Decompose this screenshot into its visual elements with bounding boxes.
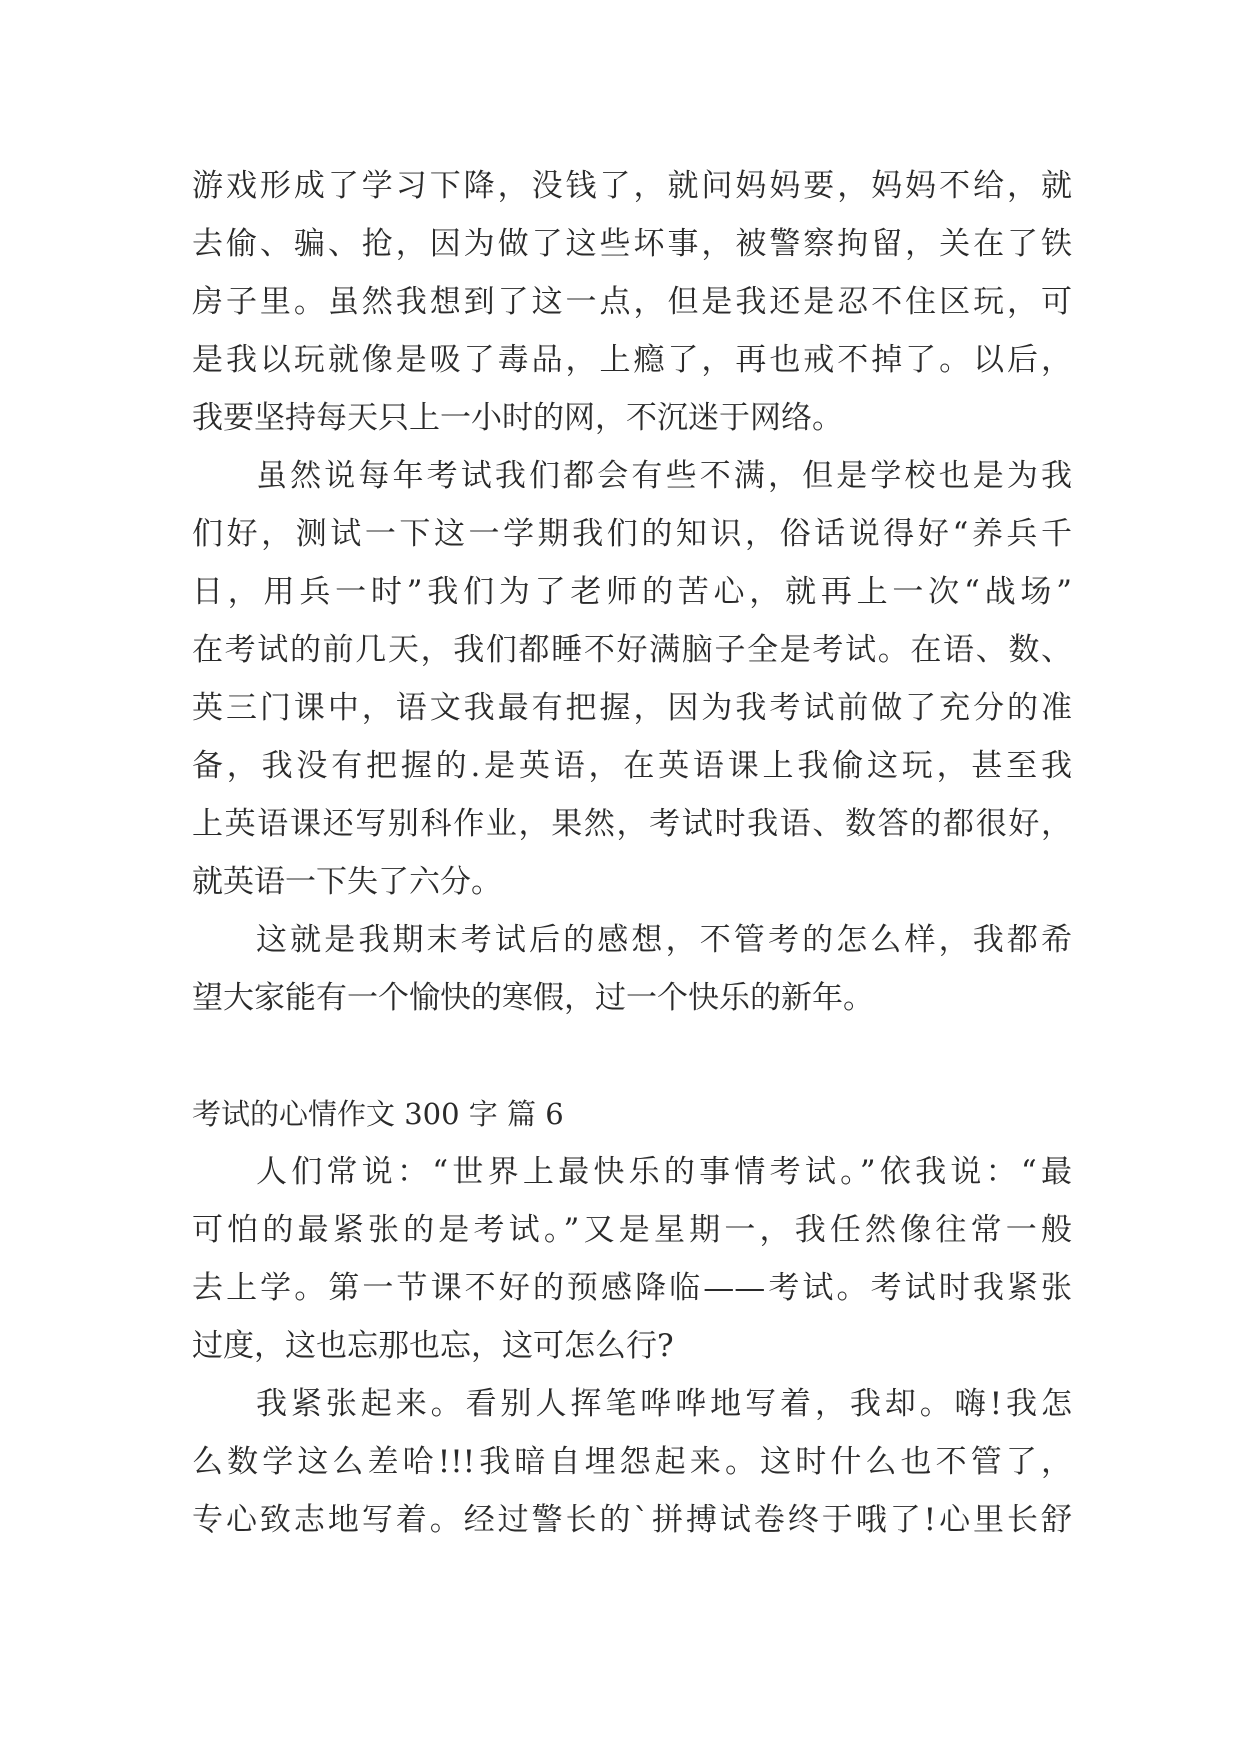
paragraph-line: 在考试的前几天，我们都睡不好满脑子全是考试。在语、数、 xyxy=(192,632,1072,668)
paragraph-line: 专心致志地写着。经过警长的`拼搏试卷终于哦了!心里长舒 xyxy=(192,1502,1072,1538)
paragraph-line: 去偷、骗、抢，因为做了这些坏事，被警察拘留，关在了铁 xyxy=(192,226,1072,262)
paragraph-line: 房子里。虽然我想到了这一点，但是我还是忍不住区玩，可 xyxy=(192,284,1072,320)
paragraph-line: 我要坚持每天只上一小时的网，不沉迷于网络。 xyxy=(192,400,843,436)
paragraph-line: 这就是我期末考试后的感想，不管考的怎么样，我都希 xyxy=(256,922,1072,958)
paragraph-line: 人们常说：“世界上最快乐的事情考试。”依我说：“最 xyxy=(256,1154,1072,1190)
paragraph-line: 我紧张起来。看别人挥笔哗哗地写着，我却。嗨!我怎 xyxy=(256,1386,1072,1422)
paragraph-line: 可怕的最紧张的是考试。”又是星期一，我任然像往常一般 xyxy=(192,1212,1072,1248)
paragraph-line: 就英语一下失了六分。 xyxy=(192,864,502,900)
paragraph-line: 望大家能有一个愉快的寒假，过一个快乐的新年。 xyxy=(192,980,874,1016)
paragraph-line: 游戏形成了学习下降，没钱了，就问妈妈要，妈妈不给，就 xyxy=(192,168,1072,204)
paragraph-line: 虽然说每年考试我们都会有些不满，但是学校也是为我 xyxy=(256,458,1072,494)
paragraph-line: 们好，测试一下这一学期我们的知识，俗话说得好“养兵千 xyxy=(192,516,1072,552)
section-heading: 考试的心情作文 300 字 篇 6 xyxy=(192,1097,564,1131)
paragraph-line: 英三门课中，语文我最有把握，因为我考试前做了充分的准 xyxy=(192,690,1072,726)
paragraph-line: 么数学这么差哈!!!我暗自埋怨起来。这时什么也不管了， xyxy=(192,1444,1072,1480)
paragraph-line: 上英语课还写别科作业，果然，考试时我语、数答的都很好， xyxy=(192,806,1072,842)
paragraph-line: 过度，这也忘那也忘，这可怎么行? xyxy=(192,1328,674,1364)
paragraph-line: 是我以玩就像是吸了毒品，上瘾了，再也戒不掉了。以后， xyxy=(192,342,1072,378)
paragraph-line: 备，我没有把握的.是英语，在英语课上我偷这玩，甚至我 xyxy=(192,748,1072,784)
paragraph-line: 去上学。第一节课不好的预感降临——考试。考试时我紧张 xyxy=(192,1270,1072,1306)
paragraph-line: 日，用兵一时”我们为了老师的苦心，就再上一次“战场” xyxy=(192,574,1072,610)
